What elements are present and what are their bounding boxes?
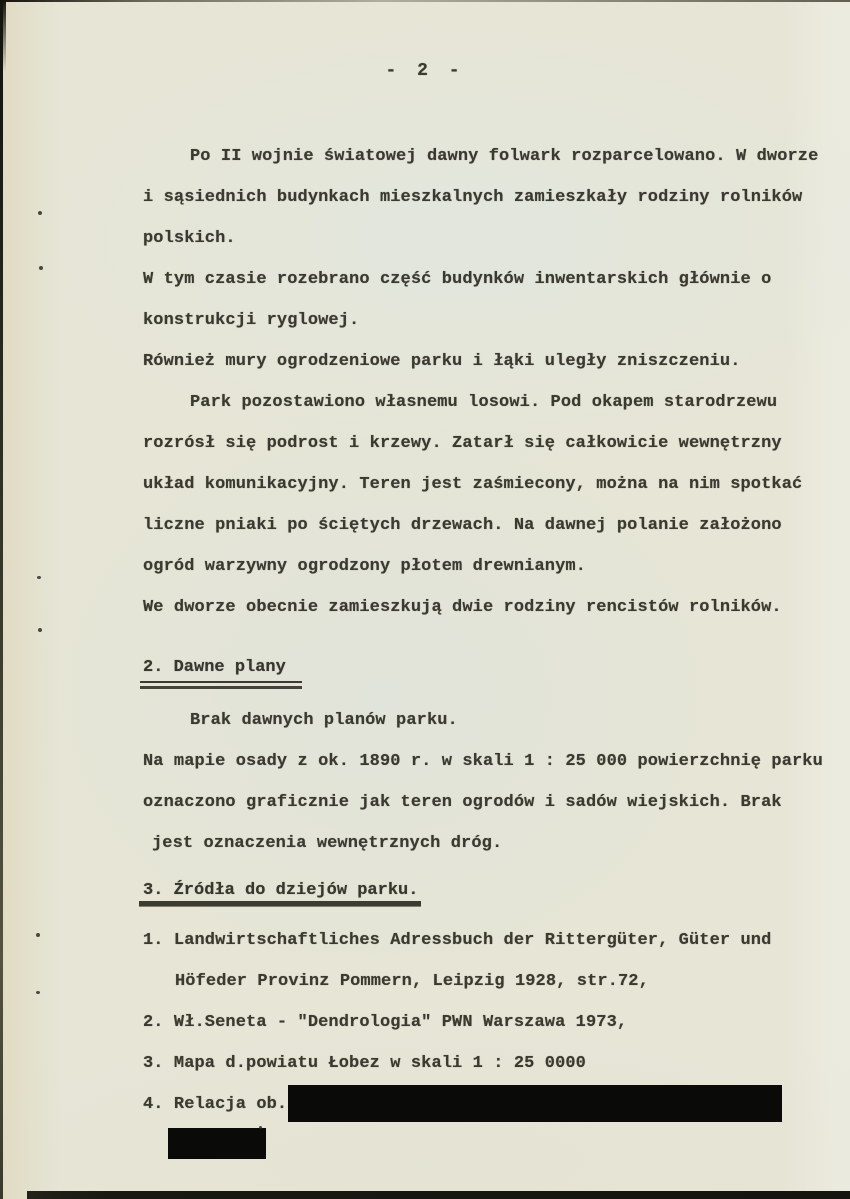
body-line: jest oznaczenia wewnętrznych dróg.	[152, 834, 503, 853]
ink-speck	[39, 266, 43, 270]
redaction-bar	[288, 1085, 782, 1122]
ink-speck	[36, 933, 40, 937]
ink-speck	[38, 211, 42, 215]
scan-edge-top	[0, 0, 850, 2]
body-line: liczne pniaki po ściętych drzewach. Na dawnej polanie założono	[143, 516, 782, 535]
page-number: - 2 -	[385, 61, 465, 81]
source-item-continuation: Höfeder Provinz Pommern, Leipzig 1928, str.72,	[175, 972, 649, 991]
body-line: oznaczono graficznie jak teren ogrodów i sadów wiejskich. Brak	[143, 793, 782, 812]
scan-edge-left	[0, 0, 3, 1199]
body-paragraph	[143, 136, 818, 628]
section-dawne-plany-body	[143, 700, 823, 864]
body-line: rozrósł się podrost i krzewy. Zatarł się całkowicie wewnętrzny	[143, 434, 782, 453]
heading-underline	[139, 901, 421, 906]
ink-speck	[259, 1126, 262, 1129]
section-heading-zrodla: 3. Źródła do dziejów parku.	[143, 881, 419, 900]
body-line: Park pozostawiono własnemu losowi. Pod okapem starodrzewu	[190, 393, 778, 412]
section-heading-dawne-plany: 2. Dawne plany	[143, 658, 286, 677]
source-item: 1. Landwirtschaftliches Adressbuch der Rittergüter, Güter und	[143, 931, 772, 950]
body-line: ogród warzywny ogrodzony płotem drewnianym.	[143, 557, 586, 576]
body-line: W tym czasie rozebrano część budynków inwentarskich głównie o	[143, 270, 772, 289]
body-line: układ komunikacyjny. Teren jest zaśmiecony, można na nim spotkać	[143, 475, 803, 494]
body-line: Na mapie osady z ok. 1890 r. w skali 1 : 25 000 powierzchnię parku	[143, 752, 823, 771]
source-item: 2. Wł.Seneta - "Dendrologia" PWN Warszawa 1973,	[143, 1013, 628, 1032]
body-line: i sąsiednich budynkach mieszkalnych zamieszkały rodziny rolników	[143, 188, 803, 207]
heading-underline	[140, 681, 302, 689]
scan-edge-corner	[0, 0, 6, 72]
body-line: konstrukcji ryglowej.	[143, 311, 360, 330]
source-item: 4. Relacja ob.	[143, 1095, 288, 1114]
body-line: Brak dawnych planów parku.	[190, 711, 458, 730]
body-line: Również mury ogrodzeniowe parku i łąki uległy zniszczeniu.	[143, 352, 741, 371]
body-line: We dworze obecnie zamieszkują dwie rodziny rencistów rolników.	[143, 598, 782, 617]
redaction-bar	[168, 1128, 266, 1159]
body-line: Po II wojnie światowej dawny folwark rozparcelowano. W dworze	[190, 147, 819, 166]
scan-edge-bottom	[27, 1191, 850, 1199]
ink-speck	[37, 576, 41, 579]
source-item: 3. Mapa d.powiatu Łobez w skali 1 : 25 0000	[143, 1054, 586, 1073]
body-line: polskich.	[143, 229, 236, 248]
ink-speck	[36, 991, 40, 994]
ink-speck	[38, 628, 42, 632]
